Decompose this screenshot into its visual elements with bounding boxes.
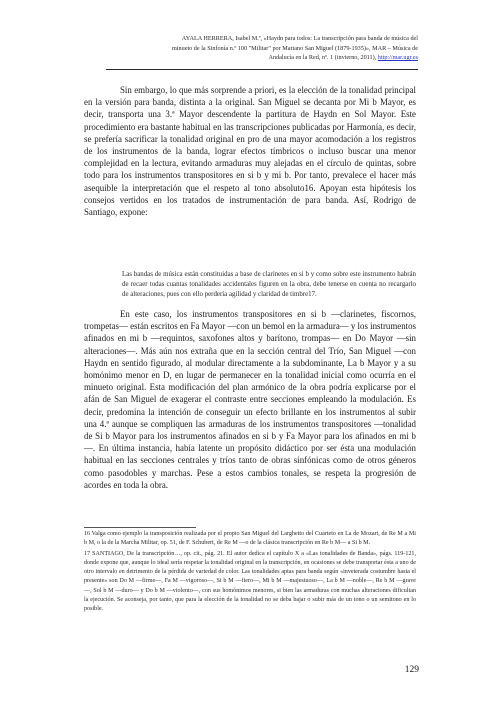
citation-line-3-text: Andalucía en la Red, nº. 1 (invierno, 2011), xyxy=(268,54,378,62)
paragraph-2: En este caso, los instrumentos transpositores en si b —clarinetes, fiscornos, trompetas— están escritos en Fa Mayor —con un bemol en la armadura— y los instrumentos afinados en mi b —requintos, saxofones altos y barítono, trompas— en Do Mayor —sin alteraciones—. Más aún nos extraña que en la sección central del Trío, San Miguel —con Haydn en sentido figurado, al modular directamente a la subdominante, La b Mayor y a su homónimo menor en D, en lugar de permanecer en la tonalidad inicial como ocurría en el minueto original. Esta modificación del plan armónico de la obra podría explicarse por el afán de San Miguel de exagerar el contraste entre secciones empleando la modulación. Es decir, predomina la intención de conseguir un efecto brillante en los instrumentos al subir una 4.ª aunque se compliquen las armaduras de los instrumentos transpositores —tonalidad de Si b Mayor para los instrumentos afinados en si b y Fa Mayor para los afinados en mi b—. En última instancia, había latente un propósito didáctico por ser ésta una modulación habitual en las secciones centrales y tríos tanto de obras sinfónicas como de otros géneros como pasodobles y marchas. Pese a estos cambios tonales, se respeta la progresión de acordes en toda la obra. xyxy=(84,309,416,490)
footnote-17: 17 SANTIAGO, De la transcripción…, op. cit., pág. 21. El autor dedica el capítulo X a «Las tonalidades de Banda», págs. 119-121, donde expone que, aunque lo ideal sería respetar la tonalidad original en la transcripción, en ocasiones se debe transportar ésta a uno de otro intervalo en detrimento de la pérdida de variedad de color. Las tonalidades aptas para banda según «inveterada costumbre hasta el presente» son Do M —firme—, Fa M —vigoroso—, Si b M —fiero—, Mi b M —majestuoso—, La b M —noble—, Re b M —grave—, Sol b M —duro— y Do b M —violento—, con sus homónimos menores, si bien las armaduras con muchas alteraciones dificultan la ejecución. Se aconseja, por tanto, que para la elección de la tonalidad no se deba bajar o subir más de un tono o un semitono en lo posible. xyxy=(84,550,416,613)
page-number: 129 xyxy=(404,665,419,675)
footnotes xyxy=(84,530,416,616)
citation-line-3 xyxy=(106,53,418,63)
citation-line-1: AYALA HERRERA, Isabel M.ª, «Haydn para todos: La transcripción para banda de música del xyxy=(181,35,418,42)
footnote-divider xyxy=(84,527,196,528)
paragraph-1: Sin embargo, lo que más sorprende a priori, es la elección de la tonalidad principal en la versión para banda, distinta a la original. San Miguel se decanta por Mi b Mayor, es decir, transporta una 3.ª Mayor descendente la partitura de Haydn en Sol Mayor. Este procedimiento era bastante habitual en las transcripciones publicadas por Harmonía, es decir, se prefería sacrificar la tonalidad original en pro de una mayor acomodación a los registros de los instrumentos de la banda, lograr efectos tímbricos o incluso buscar una menor complejidad en la lectura, evitando armaduras muy alejadas en el círculo de quintas, sobre todo para los instrumentos transpositores en si b y mi b. Por tanto, prevalece el hacer más asequible la interpretación que el respeto al tono absoluto16. Apoyan esta hipótesis los consejos vertidos en los tratados de instrumentación de para banda. Así, Rodrigo de Santiago, expone: xyxy=(84,85,416,218)
main-paragraph-1 xyxy=(84,84,416,218)
footnote-16: 16 Valga como ejemplo la transposición realizada por el propio San Miguel del Larghetto del Cuarteto en La de Mozart, de Re M a Mi b M, o la de la Marcha Militar, op. 51, de F. Schubert, de Re M —o de la clásica transcripción en Re b M— a Si b M. xyxy=(84,531,416,547)
journal-link[interactable]: http://mar.ugr.es xyxy=(377,54,418,62)
main-paragraph-2 xyxy=(84,308,416,491)
block-quote: Las bandas de música están constituidas a base de clarinetes en si b y como sobre este instrumento habrán de recaer todas cuantas tonalidades accidentales figuren en la obra, debe tenerse en cuenta no recargarlo de alteraciones, pues con ello perdería agilidad y claridad de timbre17. xyxy=(122,271,416,298)
citation-line-2: minueto de la Sinfonía n.º 100 "Militar" por Mariano San Miguel (1879-1935)», MAR – Música de xyxy=(171,44,418,52)
header-divider xyxy=(106,69,418,70)
citation-header xyxy=(106,34,418,63)
